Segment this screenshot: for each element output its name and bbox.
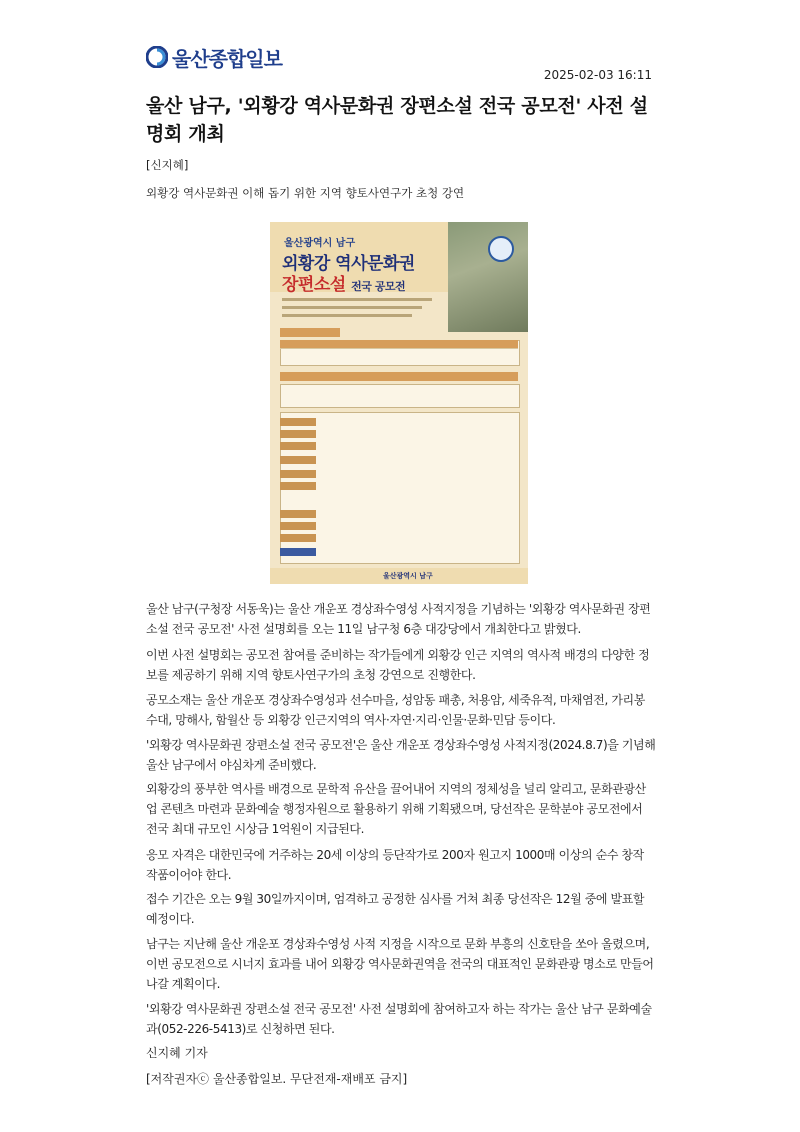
article-paragraph: '외황강 역사문화권 장편소설 전국 공모전'은 울산 개운포 경상좌수영성 사적지정(2024.8.7)을 기념해 울산 남구에서 야심차게 준비했다. — [146, 738, 656, 772]
poster-footer-text: 울산광역시 남구 — [383, 572, 433, 580]
copyright-notice: [저작권자ⓒ 울산종합일보. 무단전재-재배포 금지] — [146, 1072, 408, 1086]
poster-org: 울산광역시 남구 — [284, 238, 356, 249]
article-paragraph: 응모 자격은 대한민국에 거주하는 20세 이상의 등단작가로 200자 원고지 1000매 이상의 순수 창작 작품이어야 한다. — [146, 848, 644, 882]
reporter-name: 신지혜 기자 — [146, 1046, 208, 1060]
poster-text-line — [282, 306, 422, 309]
poster-title-main: 장편소설 — [282, 275, 346, 295]
poster-title-accent — [282, 270, 405, 295]
poster-row-label — [280, 430, 316, 438]
poster-row-label — [280, 442, 316, 450]
article-image-poster — [270, 222, 528, 584]
article-subtitle: 외황강 역사문화권 이해 돕기 위한 지역 향토사연구가 초청 강연 — [146, 186, 465, 200]
poster-row-label — [280, 482, 316, 490]
poster-landscape-image — [448, 222, 528, 332]
article-paragraph: 남구는 지난해 울산 개운포 경상좌수영성 사적 지정을 시작으로 문화 부흥의 신호탄을 쏘아 올렸으며, 이번 공모전으로 시너지 효과를 내어 외황강 역사문화권역을 전국의 대표적인 문화관광 명소로 만들어 나갈 계획이다. — [146, 937, 654, 991]
poster-row-label — [280, 510, 316, 518]
poster-row-label — [280, 522, 316, 530]
poster-row-label — [280, 548, 316, 556]
article-paragraph: 접수 기간은 오는 9월 30일까지이며, 엄격하고 공정한 심사를 거쳐 최종 당선작은 12월 중에 발표할 예정이다. — [146, 892, 645, 926]
poster-title-small: 전국 공모전 — [351, 280, 406, 293]
poster-table-header — [280, 340, 518, 349]
poster-row-label — [280, 456, 316, 464]
publish-date: 2025-02-03 16:11 — [543, 68, 652, 82]
poster-row-label — [280, 418, 316, 426]
poster-detail-table — [280, 412, 520, 564]
article-title: 울산 남구, '외황강 역사문화권 장편소설 전국 공모전' 사전 설명회 개최 — [146, 95, 648, 145]
poster-seal-icon — [488, 236, 514, 262]
article-paragraph: 공모소재는 울산 개운포 경상좌수영성과 선수마을, 성암동 패총, 처용암, 세죽유적, 마채염전, 가리봉수대, 망해사, 함월산 등 외황강 인근지역의 역사·자연·지리·인물·문화·민담 등이다. — [146, 693, 645, 727]
logo-text: 울산종합일보 — [172, 46, 282, 71]
poster-title-line: 외황강 역사문화권 — [282, 254, 415, 274]
poster-row-label — [280, 534, 316, 542]
article-paragraph: '외황강 역사문화권 장편소설 전국 공모전' 사전 설명회에 참여하고자 하는 작가는 울산 남구 문화예술과(052-226-5413)로 신청하면 된다. — [146, 1002, 652, 1036]
site-logo[interactable] — [146, 42, 282, 72]
newspaper-logo-icon — [146, 46, 168, 68]
poster-row-label — [280, 470, 316, 478]
poster-section-label — [280, 328, 340, 337]
article-paragraph: 이번 사전 설명회는 공모전 참여를 준비하는 작가들에게 외황강 인근 지역의 역사적 배경의 다양한 정보를 제공하기 위해 지역 향토사연구가의 초청 강연으로 진행한다. — [146, 648, 650, 682]
poster-text-line — [282, 314, 412, 317]
article-byline: [신지혜] — [146, 158, 189, 172]
article-paragraph: 울산 남구(구청장 서동욱)는 울산 개운포 경상좌수영성 사적지정을 기념하는 '외황강 역사문화권 장편소설 전국 공모전' 사전 설명회를 오는 11일 남구청 6층 대강당에서 개최한다고 밝혔다. — [146, 602, 651, 636]
poster-info-box — [280, 384, 520, 408]
poster-section-label — [280, 372, 518, 381]
article-paragraph: 외황강의 풍부한 역사를 배경으로 문학적 유산을 끌어내어 지역의 정체성을 널리 알리고, 문화관광산업 콘텐츠 마련과 문화예술 행정자원으로 활용하기 위해 기획됐으며, 당선작은 문학분야 공모전에서 전국 최대 규모인 시상금 1억원이 지급된다. — [146, 782, 646, 836]
poster-text-line — [282, 298, 432, 301]
